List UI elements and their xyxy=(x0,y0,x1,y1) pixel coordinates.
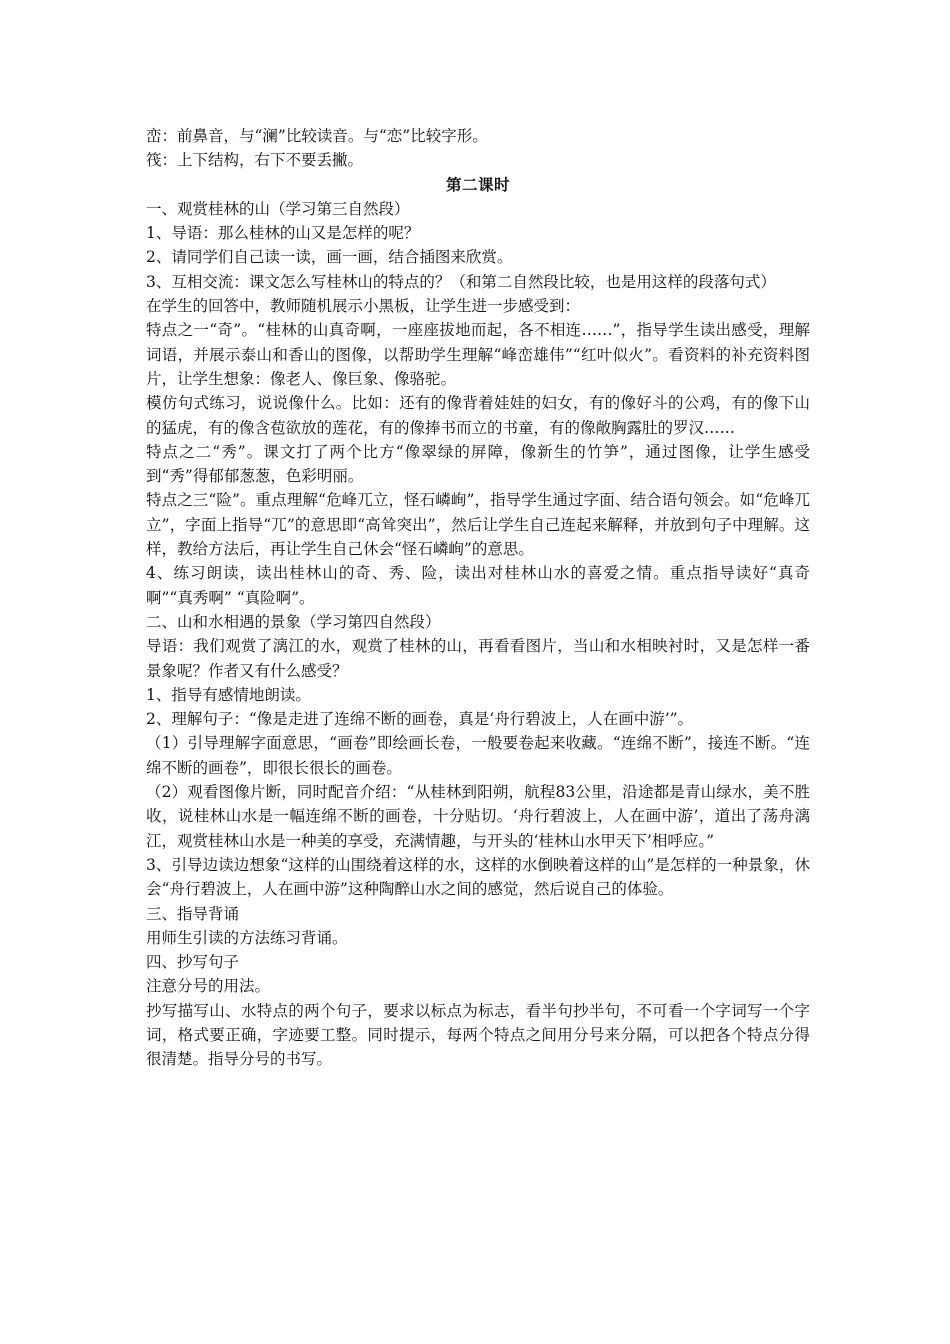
paragraph-section-one-title: 一、观赏桂林的山（学习第三自然段） xyxy=(146,199,410,218)
paragraph-recite-method: 用师生引读的方法练习背诵。 xyxy=(146,928,348,947)
paragraph-step-2: 2、请同学们自己读一读，画一画，结合插图来欣赏。 xyxy=(146,248,513,267)
paragraph-copy-instructions: 抄写描写山、水特点的两个句子，要求以标点为标志，看半句抄半句，不可看一个字词写一个字词，格式要正确，字迹要工整。同时提示，每两个特点之间用分号来分隔，可以把各个特点分得很清楚。指导分号的书写。 xyxy=(146,1001,810,1069)
paragraph-sub-2: （2）观看图像片断，同时配音介绍：“从桂林到阳朔，航程83公里，沿途都是青山绿水，美不胜收，说桂林山水是一幅连绵不断的画卷，十分贴切。‘舟行碧波上，人在画中游’，道出了荡舟漓江，观赏桂林山水是一种美的享受，充满情趣，与开头的‘桂林山水甲天下’相呼应。” xyxy=(146,783,810,850)
paragraph-read-aloud: 1、指导有感情地朗读。 xyxy=(146,685,311,704)
paragraph-understand-sentence: 2、理解句子：“像是走进了连绵不断的画卷，真是‘舟行碧波上，人在画中游’”。 xyxy=(146,710,694,729)
section-heading: 第二课时 xyxy=(445,174,510,194)
paragraph-imitation: 模仿句式练习，说说像什么。比如：还有的像背着娃娃的妇女，有的像好斗的公鸡，有的像下山的猛虎，有的像含苞欲放的莲花，有的像捧书而立的书童，有的像敞胸露肚的罗汉…… xyxy=(146,394,810,437)
paragraph-section-two-intro: 导语：我们观赏了漓江的水，观赏了桂林的山，再看看图片，当山和水相映衬时，又是怎样一番景象呢？作者又有什么感受？ xyxy=(146,637,810,680)
paragraph-luan: 峦：前鼻音，与“澜”比较读音。与“恋”比较字形。 xyxy=(146,127,488,145)
paragraph-step-3: 3、互相交流：课文怎么写桂林山的特点的？（和第二自然段比较，也是用这样的段落句式） xyxy=(146,272,776,291)
paragraph-imagine: 3、引导边读边想象“这样的山围绕着这样的水，这样的水倒映着这样的山”是怎样的一种景象，休会“舟行碧波上，人在画中游”这种陶醉山水之间的感觉，然后说自己的体验。 xyxy=(146,855,810,899)
paragraph-feature-qi: 特点之一“奇”。“桂林的山真奇啊，一座座拔地而起，各不相连……”，指导学生读出感受，理解词语，并展示泰山和香山的图像，以帮助学生理解“峰峦雄伟”“红叶似火”。看资料的补充资料图片，让学生想象：像老人、像巨象、像骆驼。 xyxy=(146,321,810,388)
paragraph-semicolon-note: 注意分号的用法。 xyxy=(146,977,271,996)
paragraph-step-4: 4、练习朗读，读出桂林山的奇、秀、险，读出对桂林山水的喜爱之情。重点指导读好“真奇啊”“真秀啊” “真险啊”。 xyxy=(146,564,810,607)
paragraph-blackboard: 在学生的回答中，教师随机展示小黑板，让学生进一步感受到： xyxy=(146,297,581,316)
paragraph-fa: 筏：上下结构，右下不要丢撇。 xyxy=(146,151,364,170)
paragraph-section-three-title: 三、指导背诵 xyxy=(146,904,240,923)
paragraph-feature-xian: 特点之三“险”。重点理解“危峰兀立，怪石嶙峋”，指导学生通过字面、结合语句领会。如“危峰兀立”，字面上指导“兀”的意思即“高耸突出”，然后让学生自己连起来解释，并放到句子中理解。这样，教给方法后，再让学生自己休会“怪石嶙峋”的意思。 xyxy=(146,491,810,559)
paragraph-section-two-title: 二、山和水相遇的景象（学习第四自然段） xyxy=(146,612,441,631)
document-body xyxy=(146,124,810,1072)
paragraph-section-four-title: 四、抄写句子 xyxy=(146,953,240,972)
paragraph-sub-1: （1）引导理解字面意思，“画卷”即绘画长卷，一般要卷起来收藏。“连绵不断”，接连不断。“连绵不断的画卷”，即很长很长的画卷。 xyxy=(146,734,810,777)
paragraph-feature-xiu: 特点之二“秀”。课文打了两个比方“像翠绿的屏障，像新生的竹笋”，通过图像，让学生感受到“秀”得郁郁葱葱，色彩明丽。 xyxy=(146,442,810,486)
paragraph-step-1: 1、导语：那么桂林的山又是怎样的呢？ xyxy=(146,224,420,243)
